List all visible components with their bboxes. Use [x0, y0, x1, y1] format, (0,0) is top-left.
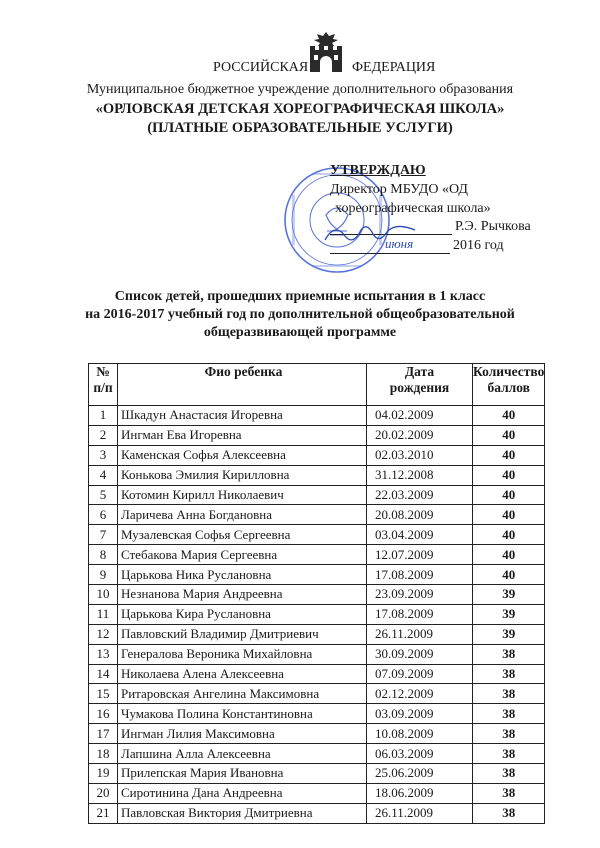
row-num: 5	[89, 485, 118, 505]
table-row	[89, 465, 545, 485]
row-dob: 02.03.2010	[367, 445, 473, 465]
row-num: 10	[89, 585, 118, 605]
header-num-line1: №	[96, 364, 110, 379]
row-num: 6	[89, 505, 118, 525]
admission-table	[88, 363, 545, 824]
row-score: 38	[473, 744, 545, 764]
row-num: 19	[89, 764, 118, 784]
row-name: Стебакова Мария Сергеевна	[118, 545, 367, 565]
country-right: ФЕДЕРАЦИЯ	[352, 60, 436, 75]
row-score: 40	[473, 565, 545, 585]
row-dob: 07.09.2009	[367, 664, 473, 684]
row-name: Николаева Алена Алексеевна	[118, 664, 367, 684]
header-dob-line2: рождения	[389, 380, 450, 395]
row-dob: 26.11.2009	[367, 803, 473, 823]
row-score: 38	[473, 783, 545, 803]
row-dob: 17.08.2009	[367, 565, 473, 585]
header-num	[89, 364, 118, 406]
row-score: 40	[473, 465, 545, 485]
approval-date-handwritten: июня	[385, 236, 414, 251]
row-num: 16	[89, 704, 118, 724]
row-score: 38	[473, 684, 545, 704]
row-dob: 18.06.2009	[367, 783, 473, 803]
row-num: 15	[89, 684, 118, 704]
row-dob: 25.06.2009	[367, 764, 473, 784]
row-dob: 30.09.2009	[367, 644, 473, 664]
table-row	[89, 525, 545, 545]
row-name: Конькова Эмилия Кирилловна	[118, 465, 367, 485]
table-row	[89, 783, 545, 803]
header-num-line2: п/п	[93, 380, 113, 395]
row-name: Сиротинина Дана Андреевна	[118, 783, 367, 803]
row-name: Царькова Кира Руслановна	[118, 604, 367, 624]
row-num: 11	[89, 604, 118, 624]
header-dob	[367, 364, 473, 406]
approval-title: УТВЕРЖДАЮ	[330, 163, 426, 178]
institution-name: «ОРЛОВСКАЯ ДЕТСКАЯ ХОРЕОГРАФИЧЕСКАЯ ШКОЛА»	[95, 101, 505, 117]
row-num: 8	[89, 545, 118, 565]
row-dob: 17.08.2009	[367, 604, 473, 624]
row-score: 38	[473, 664, 545, 684]
table-row	[89, 485, 545, 505]
row-num: 13	[89, 644, 118, 664]
row-num: 7	[89, 525, 118, 545]
row-score: 40	[473, 445, 545, 465]
row-num: 12	[89, 624, 118, 644]
row-score: 39	[473, 604, 545, 624]
row-num: 4	[89, 465, 118, 485]
table-row	[89, 604, 545, 624]
row-name: Незнанова Мария Андреевна	[118, 585, 367, 605]
header-dob-line1: Дата	[404, 364, 435, 379]
row-score: 39	[473, 585, 545, 605]
row-dob: 26.11.2009	[367, 624, 473, 644]
row-score: 40	[473, 406, 545, 426]
table-row	[89, 764, 545, 784]
table-row	[89, 624, 545, 644]
list-title-line2: на 2016-2017 учебный год по дополнительной общеобразовательной	[85, 307, 515, 322]
row-dob: 03.04.2009	[367, 525, 473, 545]
row-name: Ингман Лилия Максимовна	[118, 724, 367, 744]
row-score: 38	[473, 764, 545, 784]
row-score: 40	[473, 425, 545, 445]
list-title-line3: общеразвивающей программе	[203, 325, 397, 340]
row-score: 40	[473, 505, 545, 525]
table-row	[89, 585, 545, 605]
row-name: Павловский Владимир Дмитриевич	[118, 624, 367, 644]
row-score: 38	[473, 803, 545, 823]
row-name: Прилепская Мария Ивановна	[118, 764, 367, 784]
table-row	[89, 644, 545, 664]
table-row	[89, 545, 545, 565]
row-score: 38	[473, 704, 545, 724]
row-num: 3	[89, 445, 118, 465]
row-name: Ларичева Анна Богдановна	[118, 505, 367, 525]
row-num: 2	[89, 425, 118, 445]
table-row	[89, 565, 545, 585]
approval-date-suffix: 2016 год	[453, 238, 504, 253]
table-row	[89, 505, 545, 525]
row-dob: 31.12.2008	[367, 465, 473, 485]
table-header-row	[89, 364, 545, 406]
row-num: 18	[89, 744, 118, 764]
institution-type: Муниципальное бюджетное учреждение дополнительного образования	[86, 82, 514, 97]
row-score: 40	[473, 545, 545, 565]
row-dob: 22.03.2009	[367, 485, 473, 505]
institution-note: (ПЛАТНЫЕ ОБРАЗОВАТЕЛЬНЫЕ УСЛУГИ)	[147, 120, 453, 136]
row-name: Шкадун Анастасия Игоревна	[118, 406, 367, 426]
row-num: 14	[89, 664, 118, 684]
row-num: 17	[89, 724, 118, 744]
row-num: 9	[89, 565, 118, 585]
row-num: 1	[89, 406, 118, 426]
row-dob: 20.02.2009	[367, 425, 473, 445]
row-score: 38	[473, 724, 545, 744]
row-dob: 23.09.2009	[367, 585, 473, 605]
row-num: 21	[89, 803, 118, 823]
row-score: 40	[473, 525, 545, 545]
row-name: Генералова Вероника Михайловна	[118, 644, 367, 664]
table-row	[89, 704, 545, 724]
header-score-line2: баллов	[487, 380, 530, 395]
row-name: Ингман Ева Игоревна	[118, 425, 367, 445]
row-name: Лапшина Алла Алексеевна	[118, 744, 367, 764]
header-score	[473, 364, 545, 406]
approval-date-line	[330, 238, 504, 254]
row-name: Котомин Кирилл Николаевич	[118, 485, 367, 505]
header-name: Фио ребенка	[118, 364, 367, 406]
table-row	[89, 664, 545, 684]
row-dob: 12.07.2009	[367, 545, 473, 565]
approval-position-line2: хореографическая школа»	[335, 201, 491, 216]
approval-signatory: Р.Э. Рычкова	[455, 219, 531, 234]
approval-position-line1: Директор МБУДО «ОД	[330, 182, 468, 197]
list-title-line1: Список детей, прошедших приемные испытания в 1 класс	[114, 289, 486, 304]
row-name: Каменская Софья Алексеевна	[118, 445, 367, 465]
row-dob: 20.08.2009	[367, 505, 473, 525]
table-row	[89, 803, 545, 823]
table-row	[89, 684, 545, 704]
row-name: Музалевская Софья Сергеевна	[118, 525, 367, 545]
row-name: Чумакова Полина Константиновна	[118, 704, 367, 724]
row-dob: 04.02.2009	[367, 406, 473, 426]
table-row	[89, 744, 545, 764]
row-dob: 02.12.2009	[367, 684, 473, 704]
country-left: РОССИЙСКАЯ	[213, 60, 309, 75]
row-score: 39	[473, 624, 545, 644]
row-name: Павловская Виктория Дмитриевна	[118, 803, 367, 823]
row-name: Ритаровская Ангелина Максимовна	[118, 684, 367, 704]
row-dob: 10.08.2009	[367, 724, 473, 744]
table-row	[89, 406, 545, 426]
row-name: Царькова Ника Руслановна	[118, 565, 367, 585]
row-num: 20	[89, 783, 118, 803]
row-dob: 06.03.2009	[367, 744, 473, 764]
row-dob: 03.09.2009	[367, 704, 473, 724]
header-score-line1: Количество	[473, 364, 545, 379]
table-row	[89, 425, 545, 445]
table-row	[89, 724, 545, 744]
row-score: 40	[473, 485, 545, 505]
city-emblem-icon	[302, 28, 350, 76]
row-score: 38	[473, 644, 545, 664]
table-row	[89, 445, 545, 465]
